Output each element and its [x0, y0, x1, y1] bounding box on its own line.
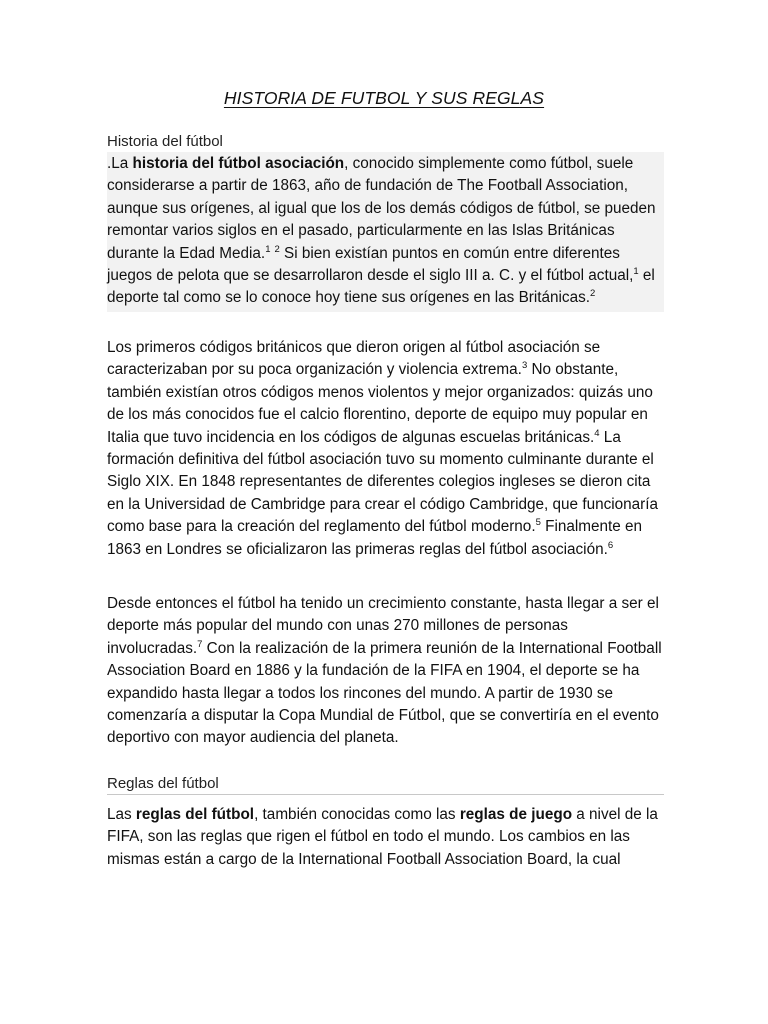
paragraph-text: Si bien existían puntos en común entre diferentes juegos de pelota que se desarrollaron desde el siglo III a. C. y el fútbol actual, [107, 244, 634, 285]
bold-term: historia del fútbol asociación [132, 155, 345, 172]
paragraph-text: el deporte tal como se lo conoce hoy tiene sus orígenes en las Británicas. [107, 267, 655, 307]
paragraph-text: Los primeros códigos británicos que dieron origen al fútbol asociación se caracterizaban por su poca organización y violencia extrema. [107, 339, 601, 379]
paragraph-text: La formación definitiva del fútbol asociación tuvo su momento culminante durante el Siglo XIX. En 1848 representantes de diferentes colegios ingleses se dieron cita en la Universidad de Cambridge para crear el código Cambridge, que funcionaría como base para la creación del reglamento del fútbol moderno. [107, 428, 659, 536]
section-heading-historia: Historia del fútbol [107, 133, 664, 153]
paragraph-text: .La [107, 155, 133, 172]
footnote-ref: 5 [535, 517, 541, 529]
paragraph-text: a nivel de la FIFA, son las reglas que rigen el fútbol en todo el mundo. Los cambios en las mismas están a cargo de la International Football Association Board, la cual [107, 806, 658, 868]
paragraph-text: Desde entonces el fútbol ha tenido un crecimiento constante, hasta llegar a ser el deporte más popular del mundo con unas 270 millones de personas involucradas. [107, 595, 659, 657]
paragraph-text: , conocido simplemente como fútbol, suele considerarse a partir de 1863, año de fundación de The Football Association, aunque sus orígenes, al igual que los de los demás códigos de fútbol, se pueden remontar varios siglos en el pasado, particularmente en las Islas Británicas durante la Edad Media. [107, 155, 656, 262]
paragraph-text: Finalmente en 1863 en Londres se oficializaron las primeras reglas del fútbol asociación. [107, 518, 643, 558]
document-title: HISTORIA DE FUTBOL Y SUS REGLAS [223, 88, 545, 108]
footnote-ref: 2 [589, 288, 596, 300]
paragraph-reglas-intro [107, 804, 664, 871]
footnote-ref: 2 [274, 243, 280, 255]
footnote-ref: 6 [607, 539, 614, 551]
paragraph-crecimiento [107, 593, 664, 750]
footnote-ref: 1 [633, 266, 639, 278]
footnote-ref: 3 [521, 360, 528, 372]
paragraph-text: Con la realización de la primera reunión de la International Football Association Board en 1886 y la fundación de la FIFA en 1904, el deporte se ha expandido hasta llegar a todos los rincones del mundo. A partir de 1930 se comenzaría a disputar la Copa Mundial de Fútbol, que se convertiría en el evento deportivo con mayor audiencia del planeta. [107, 639, 662, 747]
paragraph-historia-intro [107, 152, 664, 312]
paragraph-text: No obstante, también existían otros códigos menos violentos y mejor organizados: quizás uno de los más conocidos fue el calcio florentino, deporte de equipo muy popular en Italia que tuvo incidencia en los códigos de algunas escuelas británicas. [107, 361, 653, 446]
bold-term: reglas de juego [459, 806, 573, 823]
section-heading-reglas: Reglas del fútbol [107, 775, 664, 795]
footnote-ref: 7 [197, 638, 203, 650]
footnote-ref: 4 [594, 427, 600, 439]
paragraph-text: Las [107, 806, 136, 823]
paragraph-text: , también conocidas como las [254, 806, 460, 823]
paragraph-codigos-britanicos [107, 337, 664, 561]
footnote-ref: 1 [265, 243, 271, 255]
bold-term: reglas del fútbol [135, 806, 255, 823]
